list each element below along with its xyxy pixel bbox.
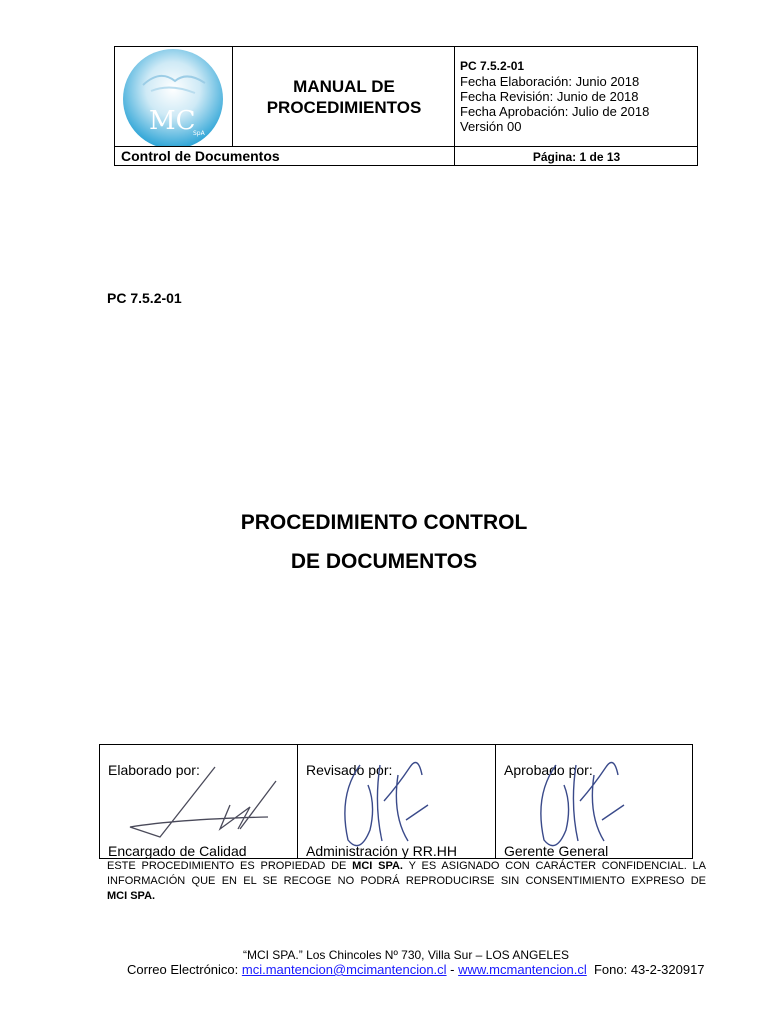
signature-role: Administración y RR.HH — [306, 843, 457, 859]
signature-cell-aprobado — [496, 745, 692, 858]
phone: Fono: 43-2-320917 — [586, 962, 705, 977]
document-header — [114, 46, 698, 166]
page-title — [0, 503, 768, 581]
manual-title-line1: MANUAL DE — [293, 76, 395, 96]
manual-title — [233, 47, 455, 146]
signature-cell-elaborado — [100, 745, 297, 858]
email-label: Correo Electrónico: — [127, 962, 242, 977]
logo-text: MC — [149, 106, 196, 136]
signature-cell-revisado — [298, 745, 495, 858]
signature-label: Elaborado por: — [108, 762, 200, 778]
page-title-line2: DE DOCUMENTOS — [290, 550, 478, 573]
notice-company: MCI SPA. — [352, 860, 403, 872]
notice-text: Y ES ASIGNADO CON CARÁCTER CONFIDENCIAL. LA INFORMACIÓN QUE EN EL SE RECOGE NO PODRÁ REPRODUCIRSE SIN CONSENTIMIENTO EXPRESO DE — [107, 860, 707, 887]
company-logo — [115, 47, 232, 146]
header-divider — [454, 47, 455, 166]
company-address: “MCI SPA.” Los Chincoles Nº 730, Villa Sur – LOS ANGELES — [242, 948, 570, 962]
email-link[interactable]: mci.mantencion@mcimantencion.cl — [241, 962, 447, 977]
separator: - — [446, 962, 459, 977]
signature-label: Aprobado por: — [504, 762, 593, 778]
signature-table — [99, 744, 693, 859]
contact-line — [127, 962, 705, 977]
document-info — [460, 59, 649, 134]
document-code-main: PC 7.5.2-01 — [107, 290, 182, 306]
signature-image — [298, 745, 495, 858]
section-name: Control de Documentos — [121, 148, 280, 164]
fecha-aprobacion: Fecha Aprobación: Julio de 2018 — [460, 104, 650, 119]
website-link[interactable]: www.mcmantencion.cl — [458, 962, 587, 977]
manual-title-line2: PROCEDIMIENTOS — [266, 97, 422, 117]
notice-company-end: MCI SPA. — [107, 890, 156, 902]
fecha-elaboracion: Fecha Elaboración: Junio 2018 — [460, 74, 640, 89]
page-title-line1: PROCEDIMIENTO CONTROL — [240, 511, 528, 534]
fecha-revision: Fecha Revisión: Junio de 2018 — [460, 89, 639, 104]
page-number: Página: 1 de 13 — [532, 150, 621, 164]
signature-image — [100, 745, 297, 858]
document-code: PC 7.5.2-01 — [460, 59, 525, 73]
confidentiality-notice — [107, 859, 706, 904]
signature-label: Revisado por: — [306, 762, 393, 778]
signature-role: Encargado de Calidad — [108, 843, 247, 859]
header-divider — [115, 146, 697, 147]
notice-text: ESTE PROCEDIMIENTO ES PROPIEDAD DE — [107, 860, 353, 872]
logo-subtext: SpA — [193, 130, 205, 137]
version: Versión 00 — [460, 119, 522, 134]
signature-role: Gerente General — [504, 843, 609, 859]
signature-image — [496, 745, 692, 858]
